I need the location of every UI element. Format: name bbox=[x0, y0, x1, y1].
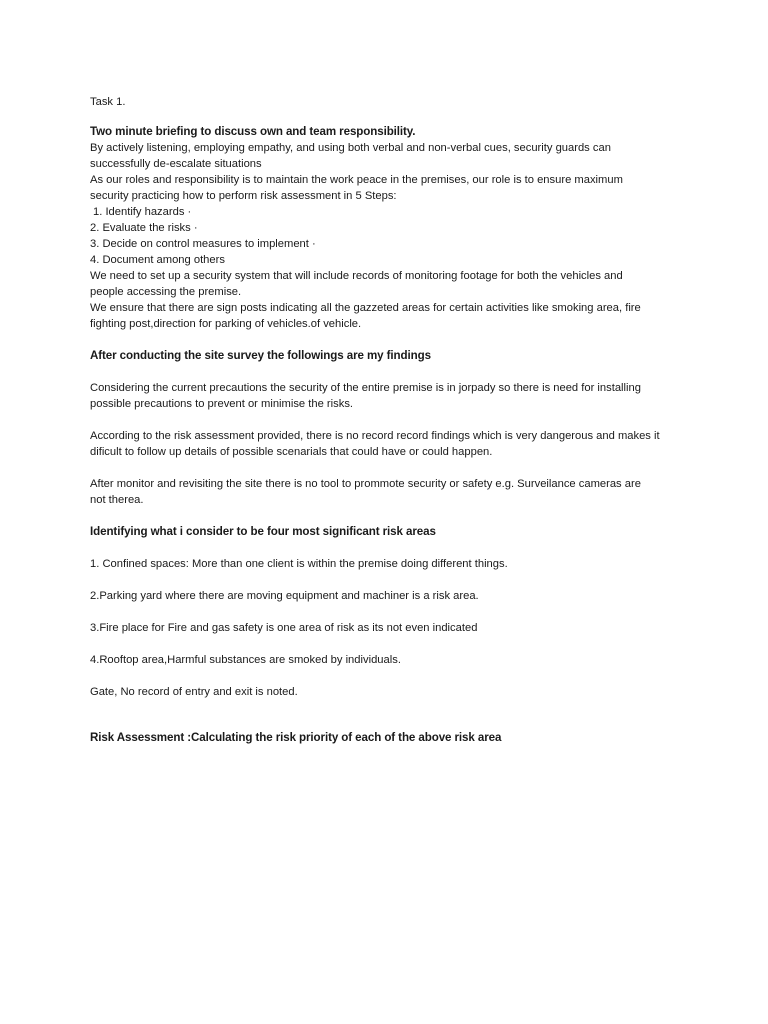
findings-paragraph-line: After monitor and revisiting the site there is no tool to prommote security or safety e.g. Surveilance cameras are bbox=[90, 478, 641, 490]
risk-area-item: 4.Rooftop area,Harmful substances are smoked by individuals. bbox=[90, 654, 401, 666]
briefing-line: successfully de-escalate situations bbox=[90, 158, 262, 170]
document-page bbox=[90, 94, 680, 746]
step-item: 2. Evaluate the risks · bbox=[90, 222, 198, 234]
findings-paragraph-line: Considering the current precautions the security of the entire premise is in jorpady so there is need for installing bbox=[90, 382, 641, 394]
spacer bbox=[90, 700, 680, 730]
spacer bbox=[90, 508, 680, 524]
step-item: 4. Document among others bbox=[90, 254, 225, 266]
briefing-line: fighting post,direction for parking of vehicles.of vehicle. bbox=[90, 318, 362, 330]
briefing-line: As our roles and responsibility is to maintain the work peace in the premises, our role is to ensure maximum bbox=[90, 174, 623, 186]
briefing-line: By actively listening, employing empathy, and using both verbal and non-verbal cues, security guards can bbox=[90, 142, 611, 154]
spacer bbox=[90, 332, 680, 348]
risk-area-item: Gate, No record of entry and exit is noted. bbox=[90, 686, 298, 698]
spacer bbox=[90, 460, 680, 476]
spacer bbox=[90, 540, 680, 556]
findings-paragraph-line: possible precautions to prevent or minimise the risks. bbox=[90, 398, 354, 410]
spacer bbox=[90, 364, 680, 380]
step-item: 3. Decide on control measures to implement · bbox=[90, 238, 316, 250]
task-label: Task 1. bbox=[90, 96, 126, 108]
spacer bbox=[90, 572, 680, 588]
spacer bbox=[90, 604, 680, 620]
briefing-line: We ensure that there are sign posts indicating all the gazzeted areas for certain activities like smoking area, fire bbox=[90, 302, 641, 314]
spacer bbox=[90, 668, 680, 684]
briefing-line: people accessing the premise. bbox=[90, 286, 242, 298]
findings-paragraph-line: dificult to follow up details of possible scenarials that could have or could happen. bbox=[90, 446, 493, 458]
spacer bbox=[90, 110, 680, 124]
risk-assessment-heading: Risk Assessment :Calculating the risk priority of each of the above risk area bbox=[90, 731, 502, 744]
risk-area-item: 3.Fire place for Fire and gas safety is one area of risk as its not even indicated bbox=[90, 622, 478, 634]
findings-paragraph-line: According to the risk assessment provided, there is no record record findings which is very dangerous and makes it bbox=[90, 430, 660, 442]
briefing-heading: Two minute briefing to discuss own and team responsibility. bbox=[90, 125, 416, 138]
risk-areas-heading: Identifying what i consider to be four most significant risk areas bbox=[90, 525, 436, 538]
spacer bbox=[90, 636, 680, 652]
step-item: 1. Identify hazards · bbox=[93, 206, 192, 218]
findings-heading: After conducting the site survey the followings are my findings bbox=[90, 349, 431, 362]
risk-area-item: 1. Confined spaces: More than one client is within the premise doing different things. bbox=[90, 558, 508, 570]
risk-area-item: 2.Parking yard where there are moving equipment and machiner is a risk area. bbox=[90, 590, 479, 602]
spacer bbox=[90, 412, 680, 428]
findings-paragraph-line: not therea. bbox=[90, 494, 144, 506]
briefing-line: security practicing how to perform risk assessment in 5 Steps: bbox=[90, 190, 397, 202]
briefing-line: We need to set up a security system that will include records of monitoring footage for both the vehicles and bbox=[90, 270, 623, 282]
